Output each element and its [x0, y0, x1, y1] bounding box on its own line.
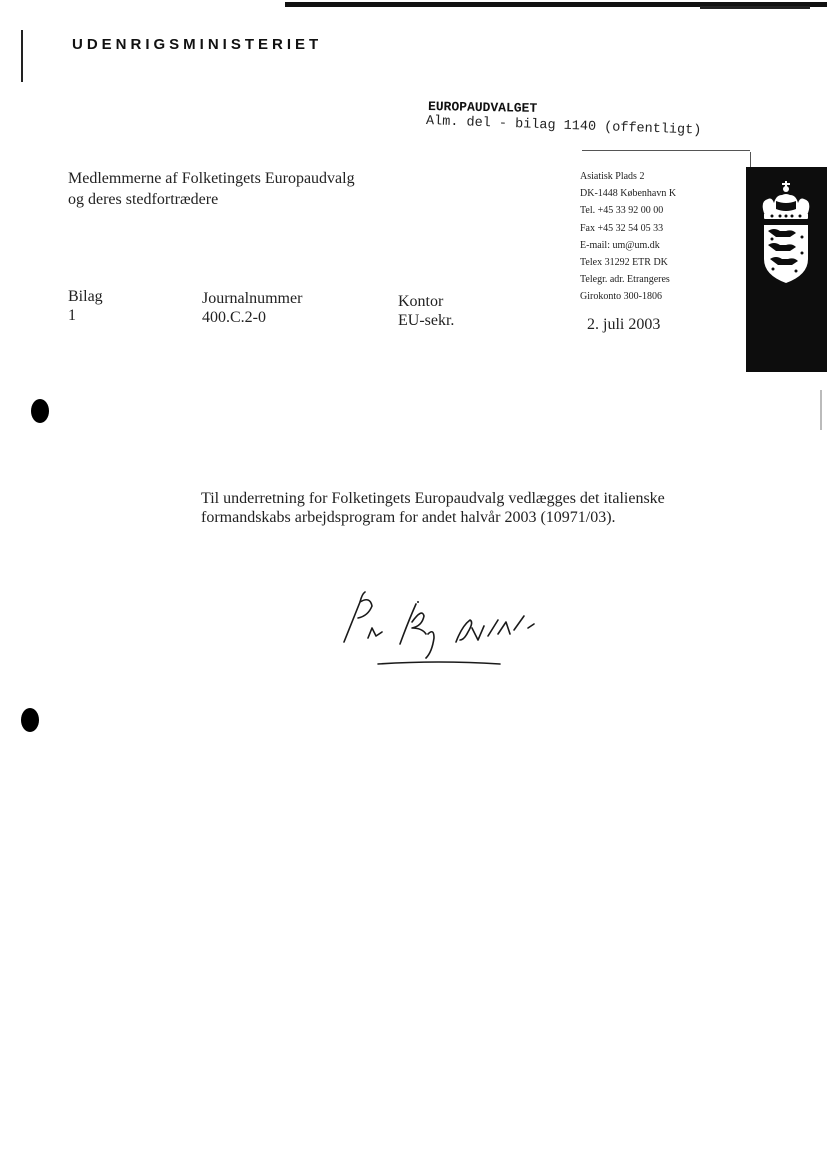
- body-line-1: Til underretning for Folketingets Europaudvalg vedlægges det italienske: [201, 490, 665, 507]
- scan-top-edge-shadow: [700, 6, 810, 9]
- signature-scribble: [338, 582, 558, 674]
- recipient-line-1: Medlemmerne af Folketingets Europaudvalg: [68, 170, 355, 187]
- bilag-field: [68, 287, 103, 325]
- receipt-stamp-reference: Alm. del - bilag 1140 (offentligt): [425, 114, 702, 139]
- bilag-label: Bilag: [68, 288, 103, 305]
- scan-right-mark: [820, 390, 822, 430]
- punch-hole-bottom: [21, 708, 39, 732]
- address-city: DK-1448 København K: [580, 188, 677, 200]
- body-line-2: formandskabs arbejdsprogram for andet halvår 2003 (10971/03).: [201, 509, 616, 526]
- journal-value: 400.C.2-0: [202, 309, 266, 326]
- royal-crest-icon: [746, 167, 827, 372]
- receipt-stamp-title: EUROPAUDVALGET: [427, 99, 538, 116]
- letter-body: [201, 489, 721, 527]
- journal-field: [202, 289, 302, 327]
- punch-hole-top: [31, 399, 49, 423]
- address-fax: Fax +45 32 54 05 33: [580, 222, 664, 234]
- address-tel: Tel. +45 33 92 00 00: [580, 205, 664, 217]
- bilag-value: 1: [68, 307, 76, 324]
- handwritten-signature: [338, 582, 558, 679]
- kontor-field: [398, 292, 454, 330]
- scan-left-mark: [21, 30, 23, 82]
- address-email: E-mail: um@um.dk: [580, 239, 660, 251]
- address-rule: [582, 150, 750, 151]
- address-giro: Girokonto 300-1806: [580, 291, 662, 303]
- recipient-line-2: og deres stedfortrædere: [68, 191, 219, 208]
- recipient-block: [68, 168, 355, 210]
- address-block: [580, 168, 676, 306]
- address-street: Asiatisk Plads 2: [580, 171, 645, 182]
- address-telegr: Telegr. adr. Etrangeres: [580, 274, 670, 286]
- royal-crest-panel: [746, 167, 827, 372]
- ministry-letterhead: UDENRIGSMINISTERIET: [72, 36, 323, 53]
- kontor-value: EU-sekr.: [398, 312, 455, 329]
- kontor-label: Kontor: [398, 293, 444, 310]
- letter-date: 2. juli 2003: [587, 316, 661, 333]
- journal-label: Journalnummer: [202, 290, 303, 307]
- address-telex: Telex 31292 ETR DK: [580, 257, 668, 269]
